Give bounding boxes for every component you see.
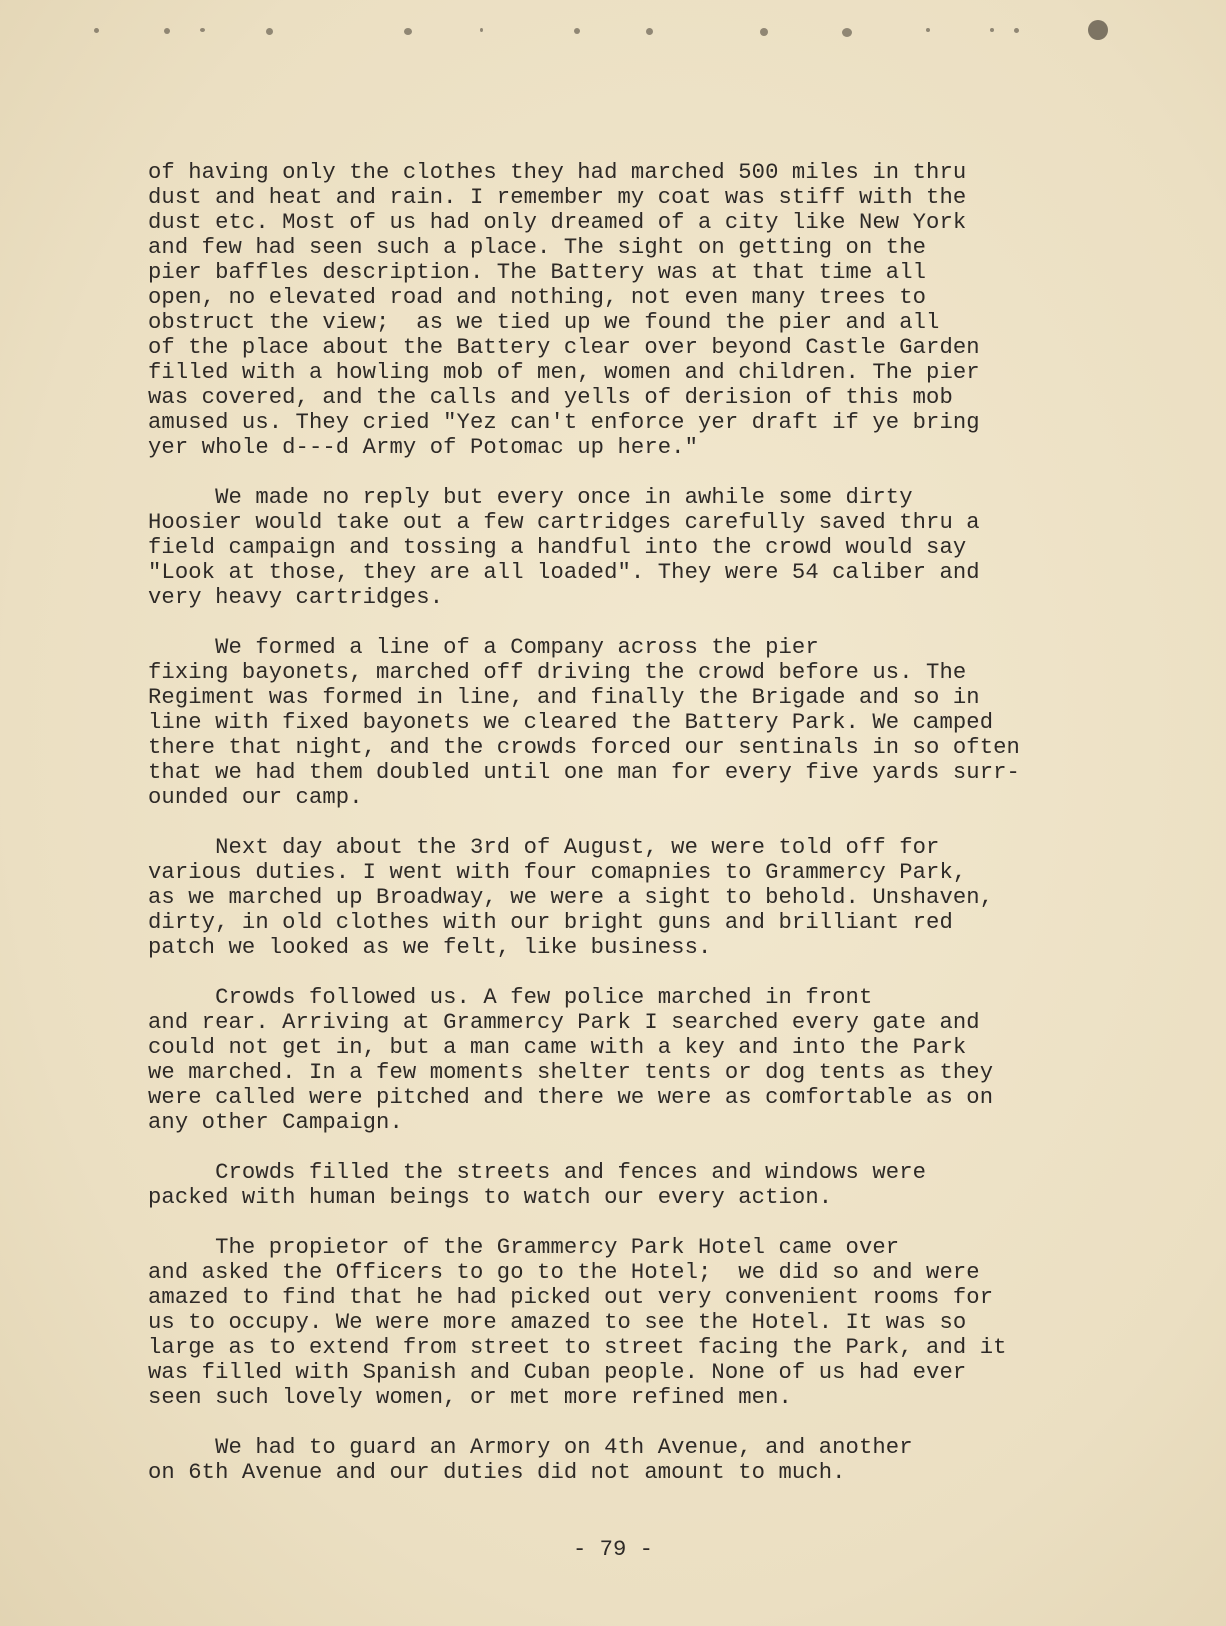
text-line: very heavy cartridges. bbox=[148, 585, 444, 610]
text-line: yer whole d---d Army of Potomac up here." bbox=[148, 435, 699, 460]
text-line: Next day about the 3rd of August, we were told off for bbox=[148, 835, 940, 860]
paragraph bbox=[148, 835, 1128, 960]
text-line: as we marched up Broadway, we were a sight to behold. Unshaven, bbox=[148, 885, 994, 910]
text-line: packed with human beings to watch our every action. bbox=[148, 1185, 833, 1210]
text-line: amused us. They cried "Yez can't enforce yer draft if ye bring bbox=[148, 410, 980, 435]
text-line: and asked the Officers to go to the Hotel; we did so and were bbox=[148, 1260, 980, 1285]
punch-hole bbox=[266, 28, 273, 35]
paragraph bbox=[148, 1435, 1128, 1485]
punch-hole bbox=[200, 28, 205, 32]
text-line: of the place about the Battery clear over beyond Castle Garden bbox=[148, 335, 980, 360]
punch-hole bbox=[574, 28, 580, 34]
paragraph bbox=[148, 985, 1128, 1135]
paragraph bbox=[148, 1235, 1128, 1410]
text-line: field campaign and tossing a handful into the crowd would say bbox=[148, 535, 967, 560]
text-line: amazed to find that he had picked out very convenient rooms for bbox=[148, 1285, 994, 1310]
paragraph bbox=[148, 1160, 1128, 1210]
text-line: "Look at those, they are all loaded". They were 54 caliber and bbox=[148, 560, 980, 585]
text-line: there that night, and the crowds forced our sentinals in so often bbox=[148, 735, 1020, 760]
text-line: of having only the clothes they had marched 500 miles in thru bbox=[148, 160, 967, 185]
punch-hole bbox=[926, 28, 930, 32]
punch-hole bbox=[1088, 20, 1108, 40]
paragraph bbox=[148, 160, 1128, 460]
punch-hole bbox=[646, 28, 653, 35]
punch-hole bbox=[842, 28, 852, 37]
text-line: dust etc. Most of us had only dreamed of a city like New York bbox=[148, 210, 967, 235]
text-line: that we had them doubled until one man for every five yards surr- bbox=[148, 760, 1020, 785]
text-line: were called were pitched and there we were as comfortable as on bbox=[148, 1085, 994, 1110]
text-line: The propietor of the Grammercy Park Hotel came over bbox=[148, 1235, 900, 1260]
punch-hole bbox=[1014, 28, 1019, 33]
text-line: line with fixed bayonets we cleared the Battery Park. We camped bbox=[148, 710, 994, 735]
text-line: Crowds filled the streets and fences and windows were bbox=[148, 1160, 927, 1185]
text-line: on 6th Avenue and our duties did not amount to much. bbox=[148, 1460, 846, 1485]
text-line: and rear. Arriving at Grammercy Park I searched every gate and bbox=[148, 1010, 980, 1035]
text-line: could not get in, but a man came with a key and into the Park bbox=[148, 1035, 967, 1060]
punch-hole bbox=[480, 28, 483, 32]
page-number: - 79 - bbox=[573, 1537, 653, 1562]
text-line: pier baffles description. The Battery was at that time all bbox=[148, 260, 927, 285]
text-line: We had to guard an Armory on 4th Avenue, and another bbox=[148, 1435, 913, 1460]
text-line: open, no elevated road and nothing, not even many trees to bbox=[148, 285, 927, 310]
paragraph bbox=[148, 485, 1128, 610]
text-line: was covered, and the calls and yells of derision of this mob bbox=[148, 385, 953, 410]
text-line: patch we looked as we felt, like business. bbox=[148, 935, 712, 960]
text-line: Hoosier would take out a few cartridges carefully saved thru a bbox=[148, 510, 980, 535]
punch-hole bbox=[760, 28, 768, 36]
text-line: large as to extend from street to street facing the Park, and it bbox=[148, 1335, 1007, 1360]
text-line: dirty, in old clothes with our bright guns and brilliant red bbox=[148, 910, 953, 935]
text-line: us to occupy. We were more amazed to see the Hotel. It was so bbox=[148, 1310, 967, 1335]
text-line: fixing bayonets, marched off driving the crowd before us. The bbox=[148, 660, 967, 685]
text-line: We made no reply but every once in awhile some dirty bbox=[148, 485, 913, 510]
text-line: filled with a howling mob of men, women and children. The pier bbox=[148, 360, 980, 385]
text-line: various duties. I went with four comapnies to Grammercy Park, bbox=[148, 860, 967, 885]
text-line: was filled with Spanish and Cuban people. None of us had ever bbox=[148, 1360, 967, 1385]
punch-holes bbox=[80, 18, 1160, 48]
text-line: Crowds followed us. A few police marched in front bbox=[148, 985, 873, 1010]
body-text bbox=[148, 160, 1128, 1510]
text-line: and few had seen such a place. The sight on getting on the bbox=[148, 235, 927, 260]
text-line: we marched. In a few moments shelter tents or dog tents as they bbox=[148, 1060, 994, 1085]
text-line: We formed a line of a Company across the pier bbox=[148, 635, 819, 660]
text-line: obstruct the view; as we tied up we found the pier and all bbox=[148, 310, 940, 335]
punch-hole bbox=[404, 28, 412, 35]
paragraph bbox=[148, 635, 1128, 810]
text-line: ounded our camp. bbox=[148, 785, 363, 810]
text-line: seen such lovely women, or met more refined men. bbox=[148, 1385, 792, 1410]
punch-hole bbox=[164, 28, 170, 34]
text-line: Regiment was formed in line, and finally the Brigade and so in bbox=[148, 685, 980, 710]
punch-hole bbox=[94, 28, 99, 33]
punch-hole bbox=[990, 28, 994, 32]
text-line: dust and heat and rain. I remember my coat was stiff with the bbox=[148, 185, 967, 210]
text-line: any other Campaign. bbox=[148, 1110, 403, 1135]
